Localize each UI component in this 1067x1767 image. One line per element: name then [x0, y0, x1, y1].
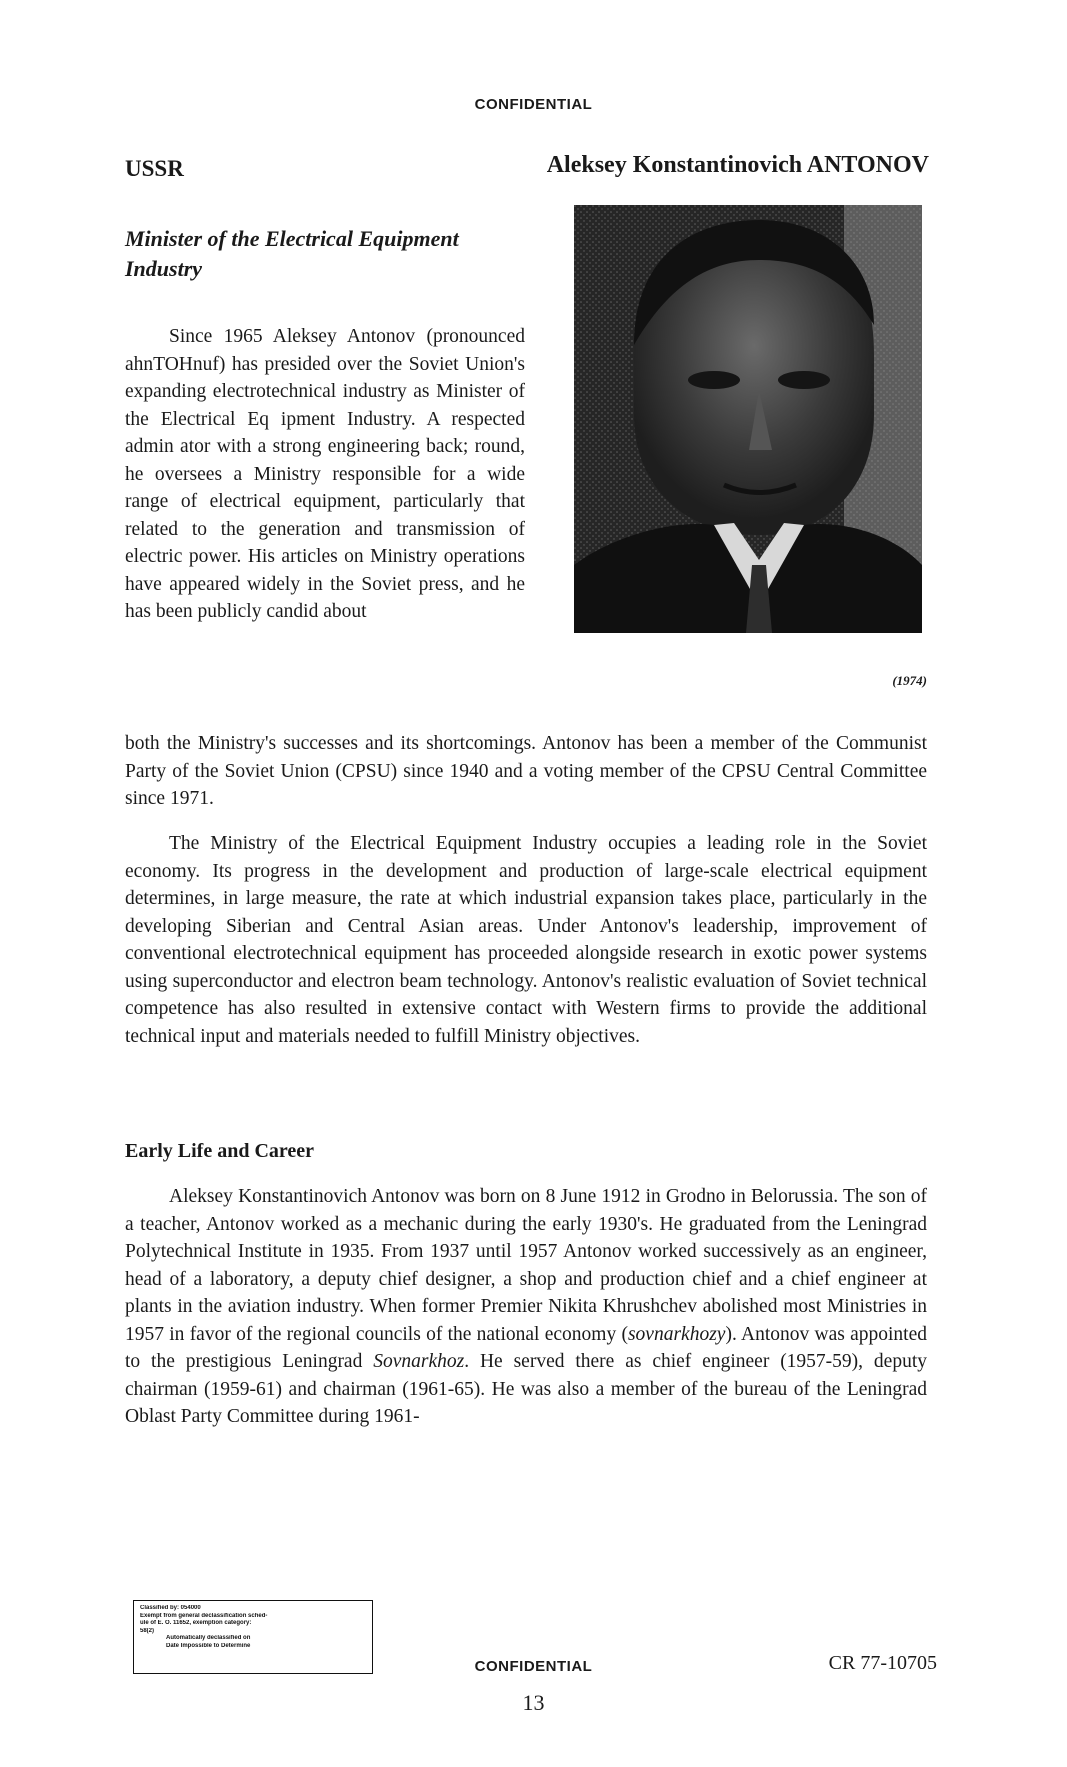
early-life-text-2: ). Antonov was appointed to the prestigious Leningrad	[125, 1323, 927, 1372]
early-life-paragraph	[125, 1183, 927, 1431]
italic-term-sovnarkhoz: Sovnarkhoz	[373, 1351, 465, 1372]
classification-header: CONFIDENTIAL	[474, 96, 593, 113]
intro-paragraph-continuation: both the Ministry's successes and its shortcomings. Antonov has been a member of the Communist Party of the Soviet Union (CPSU) since 1940 and a voting member of the CPSU Central Committee since 1971.	[125, 733, 927, 809]
early-life-text-1: Aleksey Konstantinovich Antonov was born on 8 June 1912 in Grodno in Belorussia. The son of a teacher, Antonov worked as a mechanic during the early 1930's. He graduated from the Leningrad Polytechnical Institute in 1935. From 1937 until 1957 Antonov worked successively as an engineer, head of a laboratory, a deputy chief designer, a shop and production chief and a chief engineer at plants in the aviation industry. When former Premier Nikita Khrushchev abolished most Ministries in 1957 in favor of the regional councils of the national economy (	[125, 1186, 927, 1345]
classification-footer: CONFIDENTIAL	[474, 1658, 593, 1675]
italic-term-sovnarkhozy: sovnarkhozy	[627, 1323, 726, 1345]
stamp-line: Exempt from general declassification sched-	[140, 1612, 268, 1619]
position-title: Minister of the Electrical Equipment Industry	[125, 226, 459, 281]
country-label: USSR	[125, 156, 184, 181]
intro-paragraph-column: Since 1965 Aleksey Antonov (pronounced ahnTOHnuf) has presided over the Soviet Union's expanding electrotechnical industry as Minister of the Electrical Eq ipment Industry. A respected admin ator with a strong engineering back; round, he oversees a Ministry responsible for a wide range of electrical equipment, particularly that related to the generation and transmission of electric power. His articles on Ministry operations have appeared widely in the Soviet press, and he has been publicly candid about	[125, 326, 525, 622]
page-number: 13	[522, 1690, 545, 1715]
section-heading: Early Life and Career	[125, 1140, 315, 1162]
portrait-image	[574, 205, 922, 633]
photo-caption: (1974)	[892, 673, 927, 688]
ministry-paragraph: The Ministry of the Electrical Equipment Industry occupies a leading role in the Soviet economy. Its progress in the development and production of large-scale electrical equipment determines, in large measure, the rate at which industrial expansion takes place, particularly in the developing Siberian and Central Asian areas. Under Antonov's leadership, improvement of conventional electrotechnical equipment has proceeded alongside research in exotic power systems using superconductor and electron beam technology. Antonov's realistic evaluation of Soviet technical competence has also resulted in extensive contact with Western firms to provide the additional technical input and materials needed to fulfill Ministry objectives.	[125, 833, 927, 1047]
stamp-line: Automatically declassified on	[166, 1635, 251, 1641]
document-number: CR 77-10705	[828, 1652, 937, 1674]
stamp-line: 58(2)	[140, 1627, 155, 1634]
early-life-text-3: . He served there as chief engineer (1957-59), deputy chairman (1959-61) and chairman (1961-65). He was also a member of the bureau of the Leningrad Oblast Party Committee during 1961-	[125, 1351, 927, 1427]
person-name: Aleksey Konstantinovich ANTONOV	[546, 152, 929, 178]
stamp-line: Date Impossible to Determine	[166, 1642, 251, 1649]
portrait-photo	[574, 205, 922, 633]
stamp-line: Classified by: 054000	[140, 1605, 201, 1611]
stamp-line: ule of E. O. 11652, exemption category:	[140, 1620, 252, 1626]
